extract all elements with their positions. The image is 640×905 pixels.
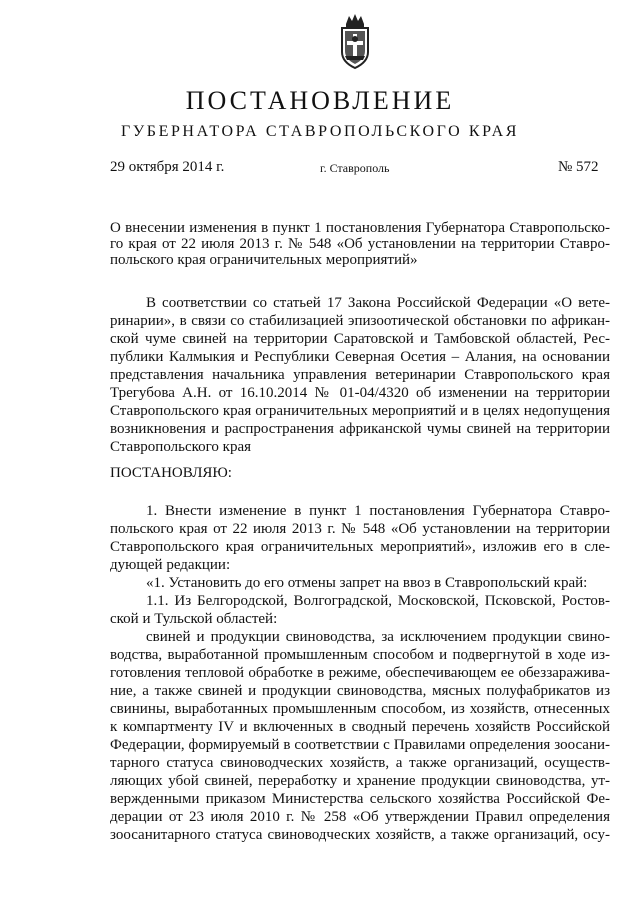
preamble-line: Ставропольского края ограничительных мероприятий и в целях недопущения bbox=[110, 403, 610, 419]
pigs-line: к компартменту IV и включенных в сводный перечень хозяйств Российской bbox=[110, 719, 610, 735]
pigs-line: свинины, выработанных промышленным способом, из хозяйств, отнесенных bbox=[110, 701, 610, 717]
item-line: польского края от 22 июля 2013 г. № 548 «Об установлении на территории bbox=[110, 521, 610, 537]
pigs-line: тарного статуса свиноводческих хозяйств, а также организаций, осуществ- bbox=[110, 755, 610, 771]
subject-line: О внесении изменения в пункт 1 постановления Губернатора Ставропольско- bbox=[110, 220, 610, 236]
pigs-line: Федерации, формируемый в соответствии с Правилами определения зоосани- bbox=[110, 737, 610, 753]
item-1-1-line: 1.1. Из Белгородской, Волгоградской, Московской, Псковской, Ростов- bbox=[146, 593, 610, 609]
preamble-block bbox=[110, 294, 610, 456]
document-title: ПОСТАНОВЛЕНИЕ bbox=[185, 86, 455, 115]
resolve-word: ПОСТАНОВЛЯЮ: bbox=[110, 465, 232, 481]
subject-line: польского края ограничительных мероприятий» bbox=[110, 252, 418, 268]
pigs-line: свиней и продукции свиноводства, за исключением продукции свино- bbox=[146, 629, 610, 645]
issuer-subtitle: ГУБЕРНАТОРА СТАВРОПОЛЬСКОГО КРАЯ bbox=[121, 123, 519, 140]
coat-of-arms-icon bbox=[336, 12, 374, 70]
item-line: 1. Внести изменение в пункт 1 постановления Губернатора Ставро- bbox=[146, 503, 610, 519]
preamble-line: Трегубова А.Н. от 16.10.2014 № 01-04/4320 об изменении на территории bbox=[110, 385, 610, 401]
subject-line: го края от 22 июля 2013 г. № 548 «Об установлении на территории Ставро- bbox=[110, 236, 610, 252]
pigs-line: вержденными приказом Министерства сельского хозяйства Российской Фе- bbox=[110, 791, 610, 807]
preamble-line: представления начальника управления ветеринарии Ставропольского края bbox=[110, 367, 610, 383]
pigs-line: ние, а также свиней и продукции свиноводства, мясных полуфабрикатов из bbox=[110, 683, 610, 699]
resolve-heading bbox=[110, 464, 610, 482]
pigs-line: зоосанитарного статуса свиноводческих хозяйств, а также организаций, осу- bbox=[110, 827, 610, 843]
document-date: 29 октября 2014 г. bbox=[110, 159, 225, 175]
pigs-line: ляющих убой свиней, переработку и хранение продукции свиноводства, ут- bbox=[110, 773, 610, 789]
item-line: дующей редакции: bbox=[110, 557, 231, 573]
quote-line: «1. Установить до его отмены запрет на ввоз в Ставропольский край: bbox=[146, 575, 588, 591]
preamble-line: ской чуме свиней на территории Саратовской и Тамбовской областей, Рес- bbox=[110, 331, 610, 347]
item-1-block bbox=[110, 502, 610, 844]
preamble-line: В соответствии со статьей 17 Закона Российской Федерации «О вете- bbox=[146, 295, 610, 311]
document-city: г. Ставрополь bbox=[320, 161, 390, 175]
preamble-line: Ставропольского края bbox=[110, 439, 251, 455]
subject-block bbox=[110, 220, 610, 268]
pigs-line: дерации от 23 июля 2010 г. № 258 «Об утверждении Правил определения bbox=[110, 809, 610, 825]
preamble-line: публики Калмыкия и Республики Северная Осетия – Алания, на основании bbox=[110, 349, 610, 365]
preamble-line: возникновения и распространения африканской чумы свиней на территории bbox=[110, 421, 610, 437]
pigs-line: водства, выработанной промышленным способом и подвергнутой в ходе из- bbox=[110, 647, 610, 663]
preamble-line: ринарии», в связи со стабилизацией эпизоотической обстановки по африкан- bbox=[110, 313, 610, 329]
pigs-line: готовления тепловой обработке в режиме, обеспечивающем ее обеззаражива- bbox=[110, 665, 610, 681]
document-number: № 572 bbox=[558, 159, 599, 175]
item-1-1-line: ской и Тульской областей: bbox=[110, 611, 278, 627]
item-line: Ставропольского края ограничительных мероприятий», изложив его в сле- bbox=[110, 539, 610, 555]
